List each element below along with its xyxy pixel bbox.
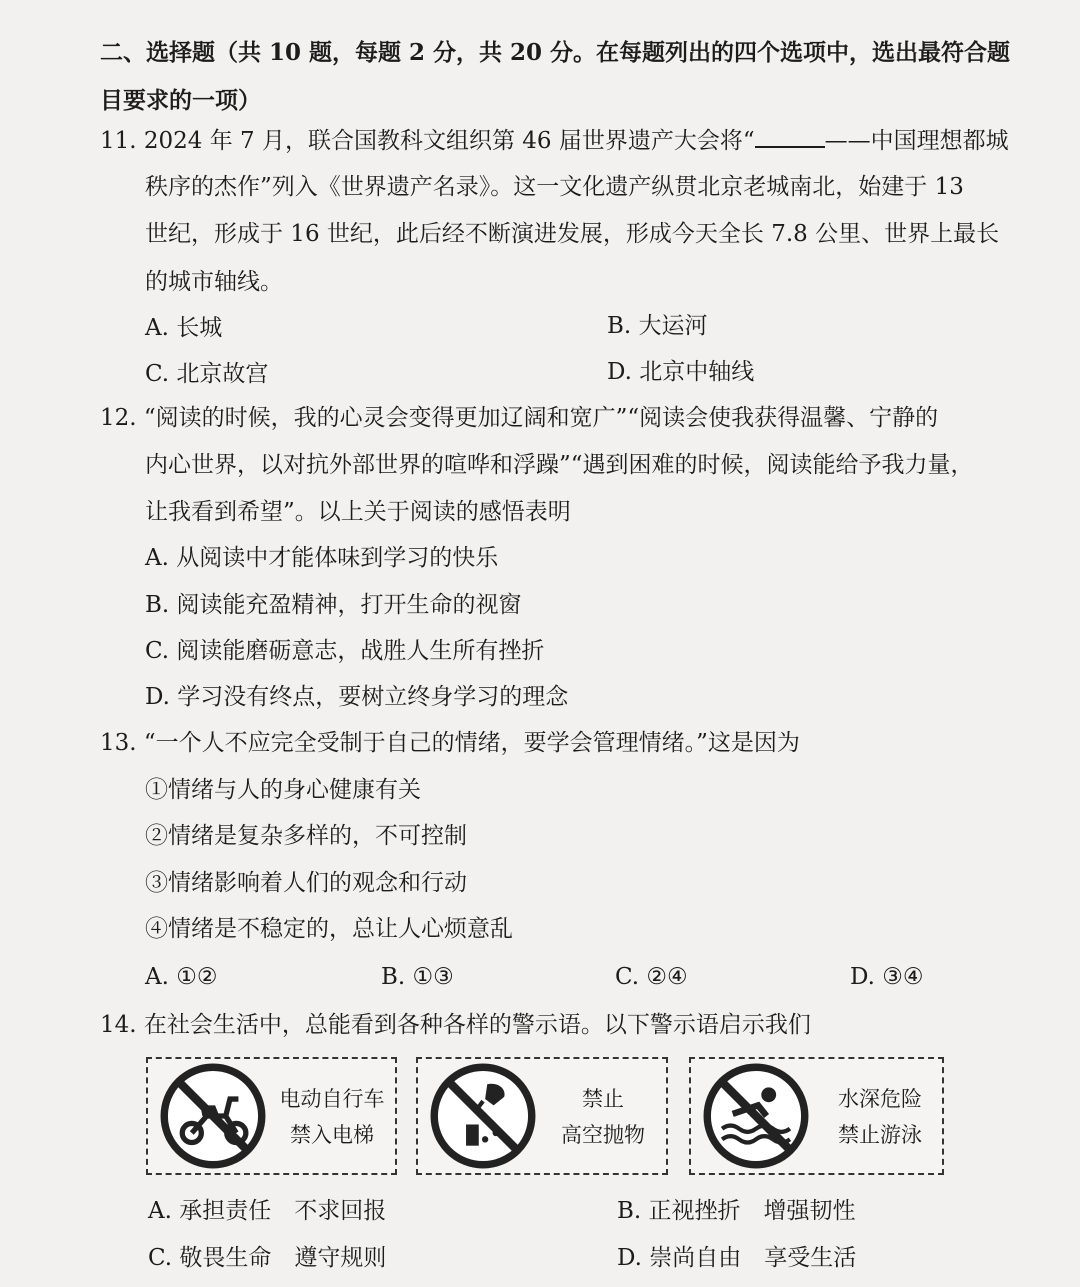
q11-stem-line4: 的城市轴线。 [145,269,283,295]
section-heading-line1: 二、选择题（共 10 题，每题 2 分，共 20 分。在每题列出的四个选项中，选出最符合题 [100,39,1011,66]
q13-option-d: D. ③④ [850,964,924,990]
sign-card-e-bike [146,1057,397,1175]
q11-option-d: D. 北京中轴线 [607,359,755,385]
q11-stem-post: ——中国理想都城 [824,128,1009,154]
sign-1-line1: 电动自行车 [279,1087,385,1111]
q13-statement-1: ①情绪与人的身心健康有关 [145,777,421,803]
q13-option-b: B. ①③ [381,964,454,990]
q12-option-b: B. 阅读能充盈精神，打开生命的视窗 [145,592,522,618]
q13-statement-4: ④情绪是不稳定的，总让人心烦意乱 [145,916,513,942]
q11-option-b: B. 大运河 [607,313,708,339]
no-e-bike-icon [160,1063,266,1169]
q14-option-d: D. 崇尚自由 享受生活 [617,1245,857,1271]
sign-1-line2: 禁入电梯 [290,1123,374,1147]
sign-3-line1: 水深危险 [838,1087,922,1111]
q11-stem-line3: 世纪，形成于 16 世纪，此后经不断演进发展，形成今天全长 7.8 公里、世界上最长 [145,221,1000,247]
q11-stem-line1 [100,126,1009,156]
sign-2-line2: 高空抛物 [561,1123,645,1147]
q11-stem-line2: 秩序的杰作”列入《世界遗产名录》。这一文化遗产纵贯北京老城南北，始建于 13 [145,174,964,200]
q13-statement-3: ③情绪影响着人们的观念和行动 [145,870,467,896]
q11-option-c: C. 北京故宫 [145,361,269,387]
q12-stem-line2: 内心世界，以对抗外部世界的喧哗和浮躁”“遇到困难的时候，阅读能给予我力量， [145,452,974,478]
q12-option-a: A. 从阅读中才能体味到学习的快乐 [145,545,499,571]
q12-stem-line1: 12. “阅读的时候，我的心灵会变得更加辽阔和宽广”“阅读会使我获得温馨、宁静的 [100,405,939,431]
q12-option-c: C. 阅读能磨砺意志，战胜人生所有挫折 [145,638,545,664]
q13-stem: 13. “一个人不应完全受制于自己的情绪，要学会管理情绪。”这是因为 [100,730,800,756]
q13-statement-2: ②情绪是复杂多样的，不可控制 [145,823,467,849]
q11-stem-pre: 11. 2024 年 7 月，联合国教科文组织第 46 届世界遗产大会将“ [100,128,755,154]
sign-card-swimming [689,1057,944,1175]
section-heading-line2: 目要求的一项） [100,87,261,114]
q11-blank [755,126,825,148]
sign-2-line1: 禁止 [582,1087,624,1111]
no-throwing-icon [430,1063,536,1169]
q13-option-c: C. ②④ [615,964,688,990]
sign-card-throwing [416,1057,668,1175]
q14-option-c: C. 敬畏生命 遵守规则 [148,1245,387,1271]
q12-option-d: D. 学习没有终点，要树立终身学习的理念 [145,684,569,710]
q14-option-a: A. 承担责任 不求回报 [148,1198,387,1224]
q12-stem-line3: 让我看到希望”。以上关于阅读的感悟表明 [145,499,571,525]
q14-stem: 14. 在社会生活中，总能看到各种各样的警示语。以下警示语启示我们 [100,1012,811,1038]
no-swimming-icon [703,1063,809,1169]
sign-3-line2: 禁止游泳 [838,1123,922,1147]
q13-option-a: A. ①② [145,964,218,990]
q11-option-a: A. 长城 [145,315,223,341]
q14-option-b: B. 正视挫折 增强韧性 [617,1198,856,1224]
